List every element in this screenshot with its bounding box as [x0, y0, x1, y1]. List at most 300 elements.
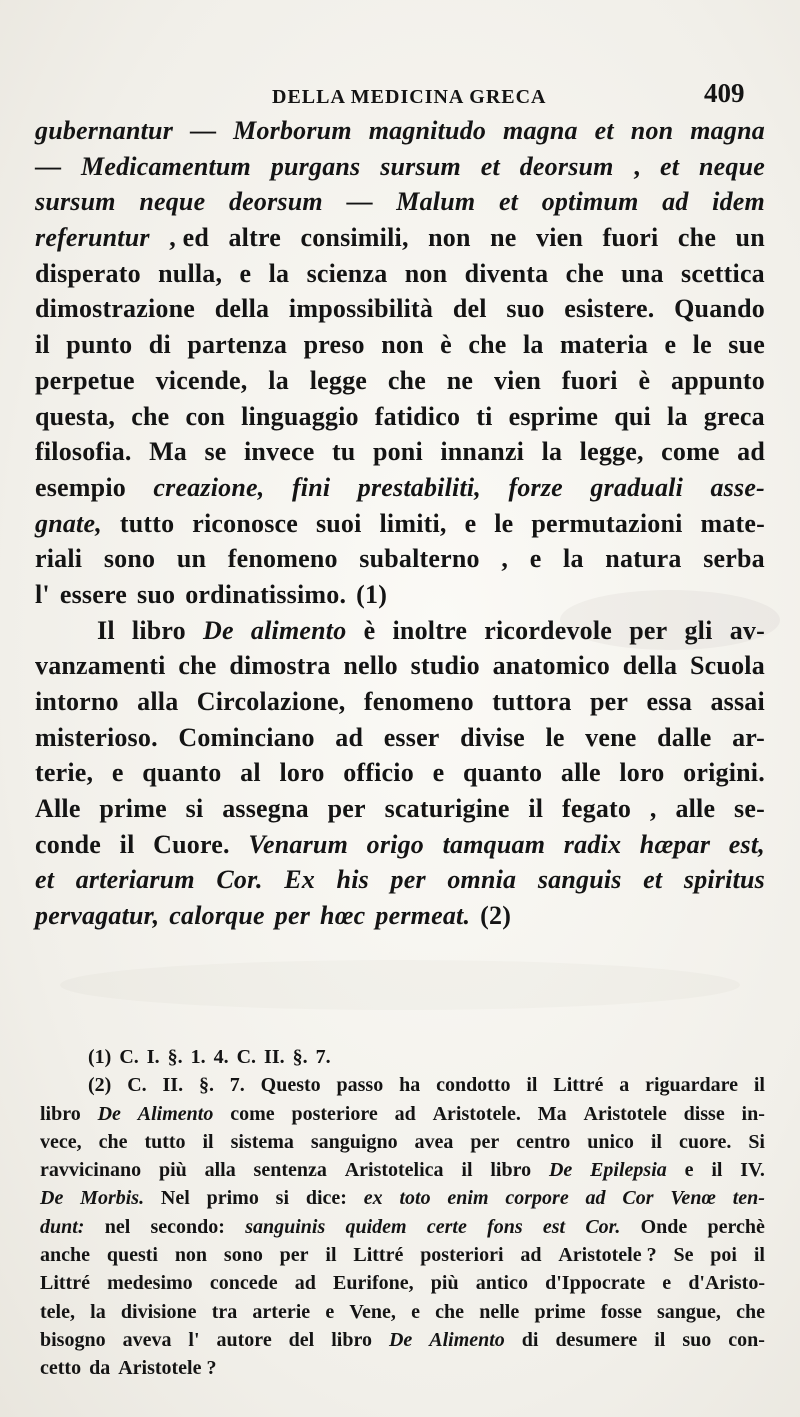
- word: dimostrazione: [35, 294, 196, 324]
- word: riguardare: [645, 1074, 739, 1097]
- word: perpetue: [35, 365, 135, 395]
- word: fatidico: [374, 401, 461, 431]
- footnote-line: [40, 1213, 765, 1241]
- word: I.: [146, 1046, 160, 1068]
- word: hæpar: [639, 829, 711, 859]
- word: tamquam: [442, 829, 546, 859]
- word: tuttora: [492, 687, 572, 716]
- word: De: [97, 1102, 121, 1125]
- word: per: [274, 901, 311, 931]
- word: fuori: [561, 365, 618, 395]
- word: questa,: [35, 401, 116, 431]
- word: Alle: [35, 794, 81, 824]
- word: origo: [366, 829, 424, 859]
- word: suo: [682, 1328, 712, 1351]
- word: essere: [59, 579, 127, 609]
- word: antico: [475, 1272, 528, 1295]
- word: della: [622, 651, 678, 681]
- word: ha: [399, 1074, 421, 1097]
- paper-stain: [60, 960, 740, 1010]
- word: è: [363, 615, 376, 645]
- word: libro: [40, 1102, 81, 1125]
- footnotes: [40, 1043, 765, 1383]
- running-title: DELLA MEDICINA GRECA: [272, 86, 547, 108]
- word: assegna: [222, 794, 309, 824]
- word: il: [325, 1244, 337, 1267]
- word: omnia: [447, 865, 517, 895]
- word: un: [735, 223, 765, 253]
- word: Circolazione,: [196, 687, 346, 716]
- word: Aristotele ?: [558, 1244, 657, 1267]
- word: ad: [585, 1187, 606, 1210]
- word: questi: [106, 1244, 158, 1267]
- word: est: [542, 1215, 566, 1238]
- word: deorsum: [228, 187, 323, 217]
- word: disperato: [35, 258, 141, 288]
- word: e: [529, 544, 542, 574]
- word: non: [428, 223, 471, 253]
- word: permeat.: [375, 901, 471, 931]
- word: se: [204, 437, 227, 467]
- word: il: [711, 1159, 723, 1182]
- text-line: [35, 684, 765, 720]
- word: la: [563, 544, 584, 574]
- word: hœc: [320, 901, 366, 931]
- word: optimum: [541, 187, 639, 217]
- word: permutazioni: [531, 508, 683, 538]
- word: come: [230, 1102, 275, 1125]
- word: gubernantur: [35, 116, 174, 145]
- word: serba: [703, 544, 765, 574]
- word: che: [468, 330, 507, 360]
- word: suo: [506, 294, 545, 324]
- text-line: [35, 791, 765, 827]
- word: che: [387, 365, 426, 395]
- word: cetto: [40, 1357, 82, 1380]
- word: ordinatissimo.: [185, 579, 347, 609]
- word: 7.: [315, 1046, 331, 1068]
- word: Alimento: [429, 1328, 505, 1351]
- word: di: [521, 1328, 539, 1351]
- word: intorno: [35, 687, 119, 716]
- word: una: [621, 258, 664, 288]
- word: il: [753, 1244, 765, 1267]
- text-line: [35, 827, 765, 863]
- word: la: [90, 1300, 106, 1323]
- word: e: [111, 758, 124, 788]
- word: vene: [585, 722, 637, 752]
- word: passo: [336, 1074, 384, 1097]
- text-line: [35, 113, 765, 149]
- word: Cuore.: [153, 829, 230, 859]
- word: divise: [460, 722, 525, 752]
- footnote-line: [40, 1354, 765, 1382]
- word: alla: [204, 1159, 236, 1182]
- word: ,: [633, 151, 641, 181]
- word: esempio: [35, 472, 126, 502]
- word: il: [528, 794, 544, 824]
- word: (1): [356, 579, 388, 609]
- word: Littré: [40, 1272, 90, 1295]
- page-header: [0, 72, 800, 112]
- word: C.: [127, 1074, 147, 1097]
- word: deorsum: [519, 151, 614, 181]
- word: se-: [734, 794, 765, 824]
- word: —: [189, 116, 217, 145]
- word: l': [35, 579, 50, 609]
- word: e: [325, 1300, 335, 1323]
- text-line: [35, 399, 765, 435]
- word: il: [461, 1159, 473, 1182]
- text-line: [35, 720, 765, 756]
- word: Cor: [622, 1187, 654, 1210]
- word: fini: [291, 472, 331, 502]
- text-line: [35, 613, 765, 649]
- footnote-line: [40, 1326, 765, 1354]
- word: Questo: [260, 1074, 321, 1097]
- word: con-: [728, 1328, 765, 1351]
- word: la: [522, 330, 544, 360]
- word: disse: [683, 1102, 725, 1125]
- word: posteriore: [291, 1102, 378, 1125]
- word: Ex: [284, 865, 315, 895]
- word: dimostra: [229, 651, 331, 681]
- word: centro: [516, 1130, 571, 1153]
- word: idem: [712, 187, 765, 217]
- word: enim: [447, 1187, 489, 1210]
- word: altre: [228, 223, 281, 253]
- word: consimili,: [300, 223, 409, 253]
- word: il: [119, 829, 135, 859]
- word: si: [185, 794, 204, 824]
- word: un: [176, 544, 207, 574]
- word: concede: [209, 1272, 278, 1295]
- word: Venœ: [670, 1187, 716, 1210]
- word: medesimo: [107, 1272, 193, 1295]
- word: che: [565, 258, 604, 288]
- text-line: [35, 256, 765, 292]
- word: l': [188, 1328, 200, 1351]
- word: arteriarum: [75, 865, 195, 895]
- word: assai: [710, 687, 765, 716]
- word: di: [148, 330, 171, 360]
- word: Venarum: [248, 829, 348, 859]
- word: suoi: [315, 508, 362, 538]
- word: d'Ippocrate: [545, 1272, 646, 1295]
- word: scettica: [681, 258, 765, 288]
- word: anche: [40, 1244, 90, 1267]
- word: posteriori: [420, 1244, 504, 1267]
- word: con: [185, 401, 226, 431]
- word: inoltre: [392, 615, 468, 645]
- word: tu: [331, 437, 356, 467]
- word: magna: [690, 116, 765, 145]
- footnote-line: [40, 1128, 765, 1156]
- footnote-line: [40, 1269, 765, 1297]
- word: appunto: [671, 365, 765, 395]
- word: prime: [99, 794, 167, 824]
- word: —: [35, 151, 62, 181]
- word: De: [388, 1328, 413, 1351]
- word: et: [594, 116, 614, 145]
- word: della: [214, 294, 270, 324]
- word: Morborum: [233, 116, 352, 145]
- word: sistema: [230, 1130, 294, 1153]
- word: divisione: [120, 1300, 197, 1323]
- word: neque: [139, 187, 206, 217]
- text-line: [35, 577, 765, 613]
- text-line: [35, 506, 765, 542]
- word: et: [480, 151, 500, 181]
- word: il: [526, 1074, 538, 1097]
- word: perchè: [707, 1215, 765, 1238]
- word: bisogno: [40, 1328, 106, 1351]
- word: e: [432, 758, 445, 788]
- word: II.: [162, 1074, 184, 1097]
- word: purgans: [270, 151, 361, 181]
- word: Morbis.: [80, 1187, 145, 1210]
- word: quanto: [463, 758, 543, 788]
- word: e: [684, 1159, 694, 1182]
- word: ar-: [732, 722, 765, 752]
- text-line: [35, 898, 765, 934]
- word: avea: [414, 1130, 454, 1153]
- word: vicende,: [155, 365, 248, 395]
- word: Quando: [674, 294, 765, 324]
- text-line: [35, 363, 765, 399]
- text-line: [35, 862, 765, 898]
- word: invece: [243, 437, 315, 467]
- word: limiti,: [379, 508, 447, 538]
- word: libro: [131, 615, 186, 645]
- word: alle: [560, 758, 601, 788]
- word: essa: [646, 687, 693, 716]
- word: il: [650, 1130, 662, 1153]
- word: tra: [211, 1300, 238, 1323]
- text-line: [35, 470, 765, 506]
- word: e: [662, 1272, 672, 1295]
- word: corpore: [505, 1187, 569, 1210]
- word: radix: [563, 829, 622, 859]
- word: nello: [343, 651, 398, 681]
- text-line: [35, 755, 765, 791]
- word: tele,: [40, 1300, 75, 1323]
- word: conde: [35, 829, 101, 859]
- footnote-line: [40, 1184, 765, 1212]
- word: Se: [673, 1244, 694, 1267]
- word: tutto: [144, 1130, 186, 1153]
- word: et: [35, 865, 55, 895]
- text-line: [35, 434, 765, 470]
- word: terie,: [35, 758, 94, 788]
- word: toto: [399, 1187, 431, 1210]
- word: loro: [619, 758, 665, 788]
- word: poi: [710, 1244, 737, 1267]
- word: magna: [503, 116, 578, 145]
- word: e: [464, 508, 477, 538]
- word: è: [440, 330, 452, 360]
- word: le: [494, 508, 514, 538]
- word: Il: [97, 615, 115, 645]
- word: graduali: [590, 472, 684, 502]
- word: pervagatur,: [35, 901, 160, 931]
- word: che: [98, 1130, 128, 1153]
- word: Medicamentum: [81, 151, 251, 181]
- word: ravvicinano: [40, 1159, 142, 1182]
- word: il: [654, 1328, 666, 1351]
- word: il: [753, 1074, 765, 1097]
- word: materia: [560, 330, 649, 360]
- word: al: [240, 758, 261, 788]
- word: De: [548, 1159, 573, 1182]
- text-line: [35, 648, 765, 684]
- word: la: [268, 258, 290, 288]
- word: gli: [684, 615, 713, 645]
- word: vien: [536, 223, 584, 253]
- word: Eurifone,: [333, 1272, 414, 1295]
- word: §.: [292, 1046, 308, 1068]
- word: per: [390, 865, 426, 895]
- word: De: [203, 615, 234, 645]
- word: neque: [698, 151, 765, 181]
- word: est,: [728, 829, 765, 859]
- word: nel: [104, 1215, 131, 1238]
- word: ne: [446, 365, 474, 395]
- word: fons: [487, 1215, 523, 1238]
- word: poni: [372, 437, 423, 467]
- word: filosofia.: [35, 437, 132, 467]
- word: —: [346, 187, 373, 217]
- text-line: [35, 291, 765, 327]
- word: gnate,: [35, 508, 102, 538]
- word: più: [158, 1159, 187, 1182]
- word: la: [268, 365, 289, 395]
- word: dice:: [305, 1187, 347, 1210]
- footnote-line: [40, 1100, 765, 1128]
- word: fenomeno: [363, 687, 474, 716]
- word: a: [619, 1074, 630, 1097]
- word: partenza: [187, 330, 288, 360]
- word: origini.: [683, 758, 765, 788]
- text-line: [35, 220, 765, 256]
- word: alla: [137, 687, 179, 716]
- word: le: [545, 722, 565, 752]
- word: fosse: [600, 1300, 642, 1323]
- word: magnitudo: [368, 116, 487, 145]
- word: sanguis: [537, 865, 622, 895]
- word: sursum: [35, 187, 116, 217]
- text-line: [35, 327, 765, 363]
- word: dunt:: [40, 1215, 85, 1238]
- word: asse-: [710, 472, 765, 502]
- word: che: [131, 401, 170, 431]
- word: subalterno: [359, 544, 480, 574]
- word: dalle: [657, 722, 712, 752]
- word: il: [202, 1130, 214, 1153]
- footnote-line: [40, 1241, 765, 1269]
- word: spiritus: [683, 865, 765, 895]
- word: prestabiliti,: [357, 472, 481, 502]
- word: il: [35, 330, 50, 360]
- word: Ma: [537, 1102, 567, 1125]
- word: cuore.: [678, 1130, 732, 1153]
- word: ti: [476, 401, 493, 431]
- word: Littré: [353, 1244, 404, 1267]
- word: fuori: [602, 223, 659, 253]
- word: diventa: [464, 258, 549, 288]
- main-text: [35, 113, 765, 934]
- word: non: [381, 330, 424, 360]
- word: ad: [662, 187, 689, 217]
- word: vanzamenti: [35, 651, 166, 681]
- word: studio: [410, 651, 480, 681]
- word: Cor.: [585, 1215, 621, 1238]
- footnote-line: [40, 1156, 765, 1184]
- word: da: [89, 1357, 111, 1380]
- word: nelle: [479, 1300, 520, 1323]
- word: sangue,: [657, 1300, 721, 1323]
- word: qui: [614, 401, 651, 431]
- word: prime: [534, 1300, 586, 1323]
- word: quidem: [345, 1215, 407, 1238]
- word: fegato: [562, 794, 632, 824]
- word: 4.: [213, 1046, 229, 1068]
- word: ricordevole: [484, 615, 613, 645]
- word: Scuola: [690, 651, 765, 681]
- word: §.: [167, 1046, 183, 1068]
- word: d'Aristo-: [688, 1272, 765, 1295]
- word: ad: [335, 722, 364, 752]
- word: che: [677, 223, 717, 253]
- word: più: [430, 1272, 459, 1295]
- word: non: [404, 258, 448, 288]
- word: libro: [490, 1159, 532, 1182]
- word: scienza: [306, 258, 388, 288]
- word: Aristotele.: [432, 1102, 521, 1125]
- word: nulla,: [158, 258, 223, 288]
- word: del: [288, 1328, 315, 1351]
- word: Cor.: [216, 865, 263, 895]
- word: del: [452, 294, 487, 324]
- word: le: [692, 330, 712, 360]
- word: §.: [198, 1074, 214, 1097]
- word: C.: [119, 1046, 139, 1068]
- word: Nel: [160, 1187, 190, 1210]
- word: la: [541, 437, 563, 467]
- word: (2): [88, 1074, 112, 1097]
- text-line: [35, 149, 765, 185]
- word: per: [279, 1244, 309, 1267]
- word: sono: [223, 1244, 263, 1267]
- word: Epilepsia: [590, 1159, 667, 1182]
- word: si: [275, 1187, 289, 1210]
- word: desumere: [555, 1328, 638, 1351]
- word: sanguinis: [245, 1215, 326, 1238]
- word: C.: [236, 1046, 257, 1068]
- word: come: [661, 437, 720, 467]
- word: innanzi: [440, 437, 525, 467]
- footnote-line: [40, 1043, 765, 1071]
- word: mate-: [700, 508, 765, 538]
- word: impossibilità: [288, 294, 434, 324]
- word: quanto: [142, 758, 222, 788]
- word: legge: [309, 365, 368, 395]
- word: alle: [675, 794, 716, 824]
- word: av-: [729, 615, 765, 645]
- word: tutto: [119, 508, 175, 538]
- word: sono: [103, 544, 156, 574]
- word: ex: [363, 1187, 383, 1210]
